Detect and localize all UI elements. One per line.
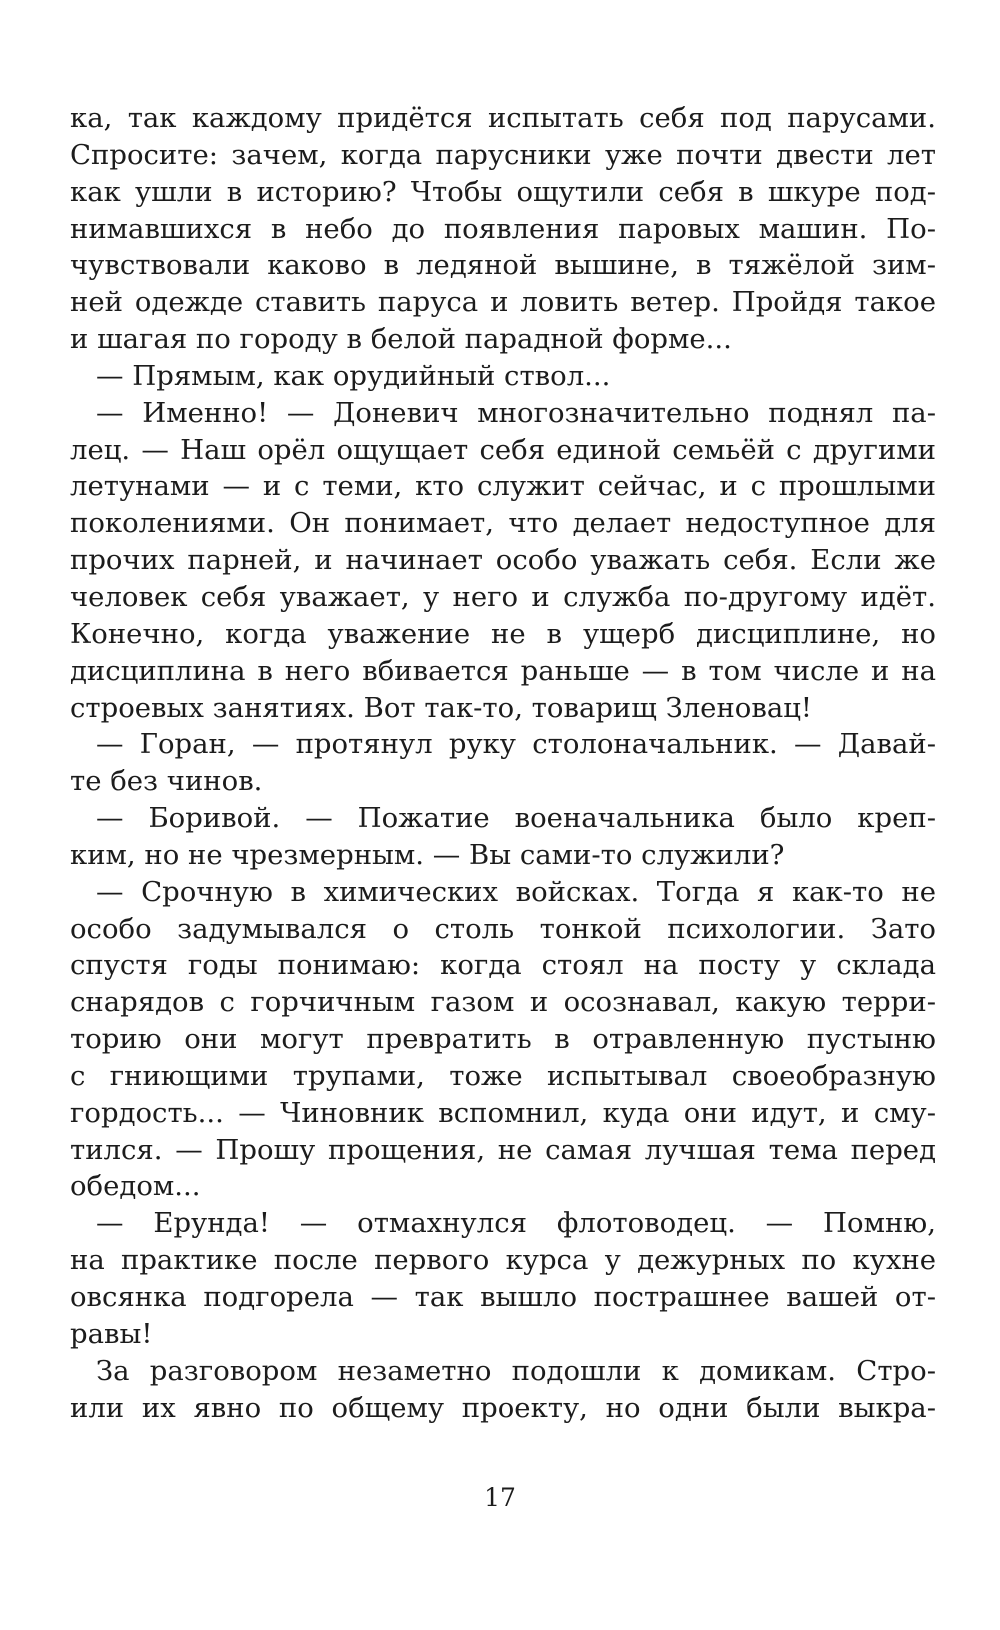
text-line: гордость... — Чиновник вспомнил, куда они идут, и сму-	[70, 1096, 936, 1129]
text-line: нимавшихся в небо до появления паровых машин. По-	[70, 212, 936, 245]
text-line: те без чинов.	[70, 765, 263, 798]
text-line: на практике после первого курса у дежурных по кухне	[70, 1244, 936, 1277]
text-line: и шагая по городу в белой парадной форме...	[70, 323, 732, 356]
text-line: с гниющими трупами, тоже испытывал своеобразную	[70, 1059, 936, 1092]
text-line: — Срочную в химических войсках. Тогда я как-то не	[96, 875, 936, 908]
text-line: как ушли в историю? Чтобы ощутили себя в шкуре под-	[70, 175, 936, 208]
text-line: — Ерунда! — отмахнулся флотоводец. — Помню,	[96, 1207, 936, 1240]
text-line: — Именно! — Доневич многозначительно поднял па-	[96, 396, 936, 429]
text-line: За разговором незаметно подошли к домикам. Стро-	[96, 1354, 936, 1387]
text-line: торию они могут превратить в отравленную пустыню	[70, 1023, 936, 1056]
text-line: ней одежде ставить паруса и ловить ветер. Пройдя такое	[70, 286, 936, 319]
text-line: строевых занятиях. Вот так-то, товарищ Зленовац!	[70, 691, 812, 724]
text-line: Спросите: зачем, когда парусники уже почти двести лет	[70, 138, 936, 171]
text-line: ка, так каждому придётся испытать себя под парусами.	[70, 102, 936, 134]
page-number: 17	[484, 1483, 516, 1512]
text-line: или их явно по общему проекту, но одни были выкра-	[70, 1391, 936, 1424]
text-line: спустя годы понимаю: когда стоял на посту у склада	[70, 949, 936, 982]
text-line: — Горан, — протянул руку столоначальник. — Давай-	[96, 728, 936, 761]
text-line: — Прямым, как орудийный ствол...	[96, 359, 611, 392]
text-line: ким, но не чрезмерным. — Вы сами-то служили?	[70, 838, 785, 871]
text-line: дисциплина в него вбивается раньше — в том числе и на	[70, 654, 936, 687]
text-line: особо задумывался о столь тонкой психологии. Зато	[70, 912, 936, 945]
text-line: лец. — Наш орёл ощущает себя единой семьёй с другими	[70, 433, 936, 466]
text-line: — Боривой. — Пожатие военачальника было креп-	[96, 802, 936, 835]
text-line: летунами — и с теми, кто служит сейчас, и с прошлыми	[70, 470, 936, 503]
text-line: человек себя уважает, у него и служба по-другому идёт.	[70, 580, 936, 613]
text-line: овсянка подгорела — так вышло пострашнее вашей от-	[70, 1281, 936, 1313]
text-line: снарядов с горчичным газом и осознавал, какую терри-	[70, 986, 936, 1019]
text-line: Конечно, когда уважение не в ущерб дисциплине, но	[70, 617, 936, 650]
text-line: чувствовали каково в ледяной вышине, в тяжёлой зим-	[70, 249, 936, 282]
text-line: прочих парней, и начинает особо уважать себя. Если же	[70, 544, 936, 577]
text-line: тился. — Прошу прощения, не самая лучшая тема перед	[70, 1133, 936, 1166]
text-line: обедом...	[70, 1170, 201, 1203]
text-line: равы!	[70, 1317, 153, 1350]
page-body-text	[70, 100, 936, 1426]
text-line: поколениями. Он понимает, что делает недоступное для	[70, 507, 936, 540]
